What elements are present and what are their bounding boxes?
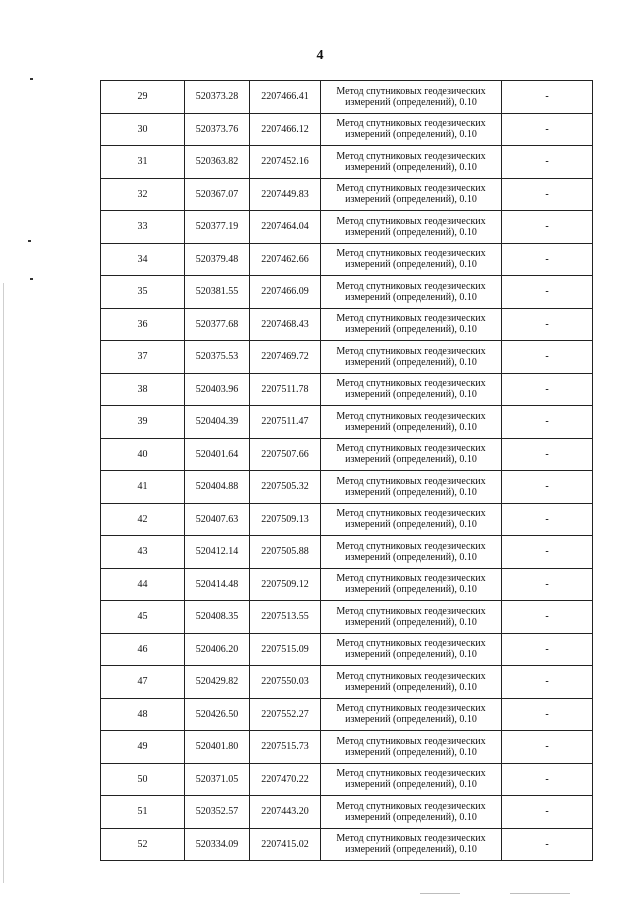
coordinate-x-cell: 520401.64 xyxy=(185,438,250,471)
coordinate-x-cell: 520371.05 xyxy=(185,763,250,796)
coordinate-y-cell: 2207509.12 xyxy=(250,568,321,601)
method-line-2: измерений (определений), 0.10 xyxy=(345,96,477,108)
method-cell xyxy=(321,698,502,731)
point-number-cell: 32 xyxy=(101,178,185,211)
method-cell xyxy=(321,113,502,146)
coordinate-y-cell: 2207449.83 xyxy=(250,178,321,211)
method-line-2: измерений (определений), 0.10 xyxy=(345,389,477,401)
coordinate-y-cell: 2207470.22 xyxy=(250,763,321,796)
method-cell xyxy=(321,276,502,309)
point-number-cell: 49 xyxy=(101,731,185,764)
method-cell xyxy=(321,828,502,861)
method-line-2: измерений (определений), 0.10 xyxy=(345,551,477,563)
method-cell xyxy=(321,373,502,406)
method-line-2: измерений (определений), 0.10 xyxy=(345,616,477,628)
point-number-cell: 52 xyxy=(101,828,185,861)
coordinate-x-cell: 520412.14 xyxy=(185,536,250,569)
method-line-1: Метод спутниковых геодезических xyxy=(336,800,486,812)
coordinate-x-cell: 520408.35 xyxy=(185,601,250,634)
table-row xyxy=(101,633,593,666)
point-number-cell: 42 xyxy=(101,503,185,536)
coordinate-y-cell: 2207552.27 xyxy=(250,698,321,731)
table-row xyxy=(101,503,593,536)
table-row xyxy=(101,243,593,276)
coordinates-table-body xyxy=(101,81,593,861)
table-row xyxy=(101,796,593,829)
method-cell xyxy=(321,601,502,634)
method-line-2: измерений (определений), 0.10 xyxy=(345,291,477,303)
coordinate-x-cell: 520403.96 xyxy=(185,373,250,406)
method-cell xyxy=(321,146,502,179)
method-line-1: Метод спутниковых геодезических xyxy=(336,833,486,845)
coordinate-x-cell: 520363.82 xyxy=(185,146,250,179)
method-line-2: измерений (определений), 0.10 xyxy=(345,844,477,856)
point-number-cell: 30 xyxy=(101,113,185,146)
note-cell: - xyxy=(502,828,593,861)
method-line-2: измерений (определений), 0.10 xyxy=(345,486,477,498)
method-cell xyxy=(321,666,502,699)
table-row xyxy=(101,178,593,211)
table-row xyxy=(101,601,593,634)
method-line-2: измерений (определений), 0.10 xyxy=(345,161,477,173)
table-row xyxy=(101,471,593,504)
method-line-1: Метод спутниковых геодезических xyxy=(336,703,486,715)
method-line-1: Метод спутниковых геодезических xyxy=(336,638,486,650)
table-row xyxy=(101,211,593,244)
scan-footer-line xyxy=(420,893,460,894)
method-cell xyxy=(321,243,502,276)
method-line-1: Метод спутниковых геодезических xyxy=(336,735,486,747)
note-cell: - xyxy=(502,211,593,244)
coordinate-x-cell: 520377.19 xyxy=(185,211,250,244)
note-cell: - xyxy=(502,731,593,764)
point-number-cell: 44 xyxy=(101,568,185,601)
table-row xyxy=(101,763,593,796)
table-row xyxy=(101,146,593,179)
table-row xyxy=(101,308,593,341)
method-cell xyxy=(321,763,502,796)
method-line-1: Метод спутниковых геодезических xyxy=(336,118,486,130)
table-row xyxy=(101,81,593,114)
method-line-2: измерений (определений), 0.10 xyxy=(345,649,477,661)
point-number-cell: 37 xyxy=(101,341,185,374)
point-number-cell: 34 xyxy=(101,243,185,276)
note-cell: - xyxy=(502,601,593,634)
method-line-2: измерений (определений), 0.10 xyxy=(345,519,477,531)
method-line-2: измерений (определений), 0.10 xyxy=(345,746,477,758)
point-number-cell: 29 xyxy=(101,81,185,114)
coordinate-x-cell: 520334.09 xyxy=(185,828,250,861)
coordinate-y-cell: 2207415.02 xyxy=(250,828,321,861)
point-number-cell: 36 xyxy=(101,308,185,341)
method-line-2: измерений (определений), 0.10 xyxy=(345,584,477,596)
scan-margin-line xyxy=(3,283,4,883)
coordinate-x-cell: 520426.50 xyxy=(185,698,250,731)
note-cell: - xyxy=(502,536,593,569)
coordinate-x-cell: 520404.39 xyxy=(185,406,250,439)
coordinate-x-cell: 520379.48 xyxy=(185,243,250,276)
coordinate-y-cell: 2207466.12 xyxy=(250,113,321,146)
note-cell: - xyxy=(502,666,593,699)
method-line-2: измерений (определений), 0.10 xyxy=(345,681,477,693)
method-line-1: Метод спутниковых геодезических xyxy=(336,378,486,390)
note-cell: - xyxy=(502,308,593,341)
method-line-2: измерений (определений), 0.10 xyxy=(345,421,477,433)
method-line-2: измерений (определений), 0.10 xyxy=(345,811,477,823)
coordinate-x-cell: 520407.63 xyxy=(185,503,250,536)
coordinate-y-cell: 2207464.04 xyxy=(250,211,321,244)
table-row xyxy=(101,276,593,309)
note-cell: - xyxy=(502,698,593,731)
note-cell: - xyxy=(502,81,593,114)
coordinate-y-cell: 2207511.78 xyxy=(250,373,321,406)
point-number-cell: 51 xyxy=(101,796,185,829)
note-cell: - xyxy=(502,471,593,504)
coordinate-x-cell: 520406.20 xyxy=(185,633,250,666)
method-line-2: измерений (определений), 0.10 xyxy=(345,226,477,238)
note-cell: - xyxy=(502,341,593,374)
method-cell xyxy=(321,633,502,666)
scan-margin-mark xyxy=(30,278,33,280)
coordinate-y-cell: 2207466.41 xyxy=(250,81,321,114)
method-line-2: измерений (определений), 0.10 xyxy=(345,259,477,271)
coordinate-y-cell: 2207507.66 xyxy=(250,438,321,471)
method-line-1: Метод спутниковых геодезических xyxy=(336,345,486,357)
coordinate-x-cell: 520381.55 xyxy=(185,276,250,309)
coordinate-y-cell: 2207513.55 xyxy=(250,601,321,634)
coordinates-table xyxy=(100,80,593,861)
note-cell: - xyxy=(502,146,593,179)
method-cell xyxy=(321,406,502,439)
point-number-cell: 40 xyxy=(101,438,185,471)
point-number-cell: 45 xyxy=(101,601,185,634)
note-cell: - xyxy=(502,373,593,406)
page-number: 4 xyxy=(316,48,324,63)
coordinate-y-cell: 2207515.73 xyxy=(250,731,321,764)
scan-margin-mark xyxy=(30,78,33,80)
coordinate-x-cell: 520401.80 xyxy=(185,731,250,764)
method-cell xyxy=(321,731,502,764)
method-line-2: измерений (определений), 0.10 xyxy=(345,714,477,726)
point-number-cell: 46 xyxy=(101,633,185,666)
note-cell: - xyxy=(502,633,593,666)
coordinate-x-cell: 520414.48 xyxy=(185,568,250,601)
coordinate-y-cell: 2207443.20 xyxy=(250,796,321,829)
method-line-1: Метод спутниковых геодезических xyxy=(336,443,486,455)
point-number-cell: 31 xyxy=(101,146,185,179)
method-cell xyxy=(321,178,502,211)
coordinate-y-cell: 2207469.72 xyxy=(250,341,321,374)
method-line-1: Метод спутниковых геодезических xyxy=(336,768,486,780)
note-cell: - xyxy=(502,763,593,796)
table-row xyxy=(101,828,593,861)
table-row xyxy=(101,666,593,699)
table-row xyxy=(101,438,593,471)
point-number-cell: 41 xyxy=(101,471,185,504)
coordinate-y-cell: 2207462.66 xyxy=(250,243,321,276)
method-line-1: Метод спутниковых геодезических xyxy=(336,508,486,520)
method-line-1: Метод спутниковых геодезических xyxy=(336,670,486,682)
method-line-2: измерений (определений), 0.10 xyxy=(345,779,477,791)
point-number-cell: 47 xyxy=(101,666,185,699)
method-cell xyxy=(321,341,502,374)
method-line-1: Метод спутниковых геодезических xyxy=(336,150,486,162)
note-cell: - xyxy=(502,276,593,309)
point-number-cell: 39 xyxy=(101,406,185,439)
method-line-2: измерений (определений), 0.10 xyxy=(345,454,477,466)
method-cell xyxy=(321,308,502,341)
coordinate-y-cell: 2207466.09 xyxy=(250,276,321,309)
method-cell xyxy=(321,81,502,114)
point-number-cell: 33 xyxy=(101,211,185,244)
scan-margin-mark xyxy=(28,240,31,242)
coordinate-y-cell: 2207505.32 xyxy=(250,471,321,504)
method-line-1: Метод спутниковых геодезических xyxy=(336,605,486,617)
note-cell: - xyxy=(502,796,593,829)
coordinate-y-cell: 2207509.13 xyxy=(250,503,321,536)
note-cell: - xyxy=(502,243,593,276)
coordinate-y-cell: 2207550.03 xyxy=(250,666,321,699)
table-row xyxy=(101,406,593,439)
point-number-cell: 43 xyxy=(101,536,185,569)
coordinate-y-cell: 2207515.09 xyxy=(250,633,321,666)
coordinate-y-cell: 2207452.16 xyxy=(250,146,321,179)
point-number-cell: 48 xyxy=(101,698,185,731)
method-cell xyxy=(321,471,502,504)
coordinate-x-cell: 520377.68 xyxy=(185,308,250,341)
method-line-1: Метод спутниковых геодезических xyxy=(336,475,486,487)
point-number-cell: 50 xyxy=(101,763,185,796)
note-cell: - xyxy=(502,568,593,601)
method-cell xyxy=(321,503,502,536)
method-line-2: измерений (определений), 0.10 xyxy=(345,194,477,206)
coordinate-x-cell: 520367.07 xyxy=(185,178,250,211)
table-row xyxy=(101,568,593,601)
method-line-2: измерений (определений), 0.10 xyxy=(345,129,477,141)
table-row xyxy=(101,731,593,764)
coordinate-x-cell: 520375.53 xyxy=(185,341,250,374)
coordinate-x-cell: 520352.57 xyxy=(185,796,250,829)
table-row xyxy=(101,373,593,406)
note-cell: - xyxy=(502,178,593,211)
method-cell xyxy=(321,438,502,471)
coordinate-x-cell: 520429.82 xyxy=(185,666,250,699)
method-line-1: Метод спутниковых геодезических xyxy=(336,215,486,227)
method-line-1: Метод спутниковых геодезических xyxy=(336,183,486,195)
point-number-cell: 35 xyxy=(101,276,185,309)
table-row xyxy=(101,341,593,374)
method-line-1: Метод спутниковых геодезических xyxy=(336,410,486,422)
method-line-1: Метод спутниковых геодезических xyxy=(336,540,486,552)
note-cell: - xyxy=(502,438,593,471)
method-line-1: Метод спутниковых геодезических xyxy=(336,85,486,97)
note-cell: - xyxy=(502,406,593,439)
coordinate-y-cell: 2207468.43 xyxy=(250,308,321,341)
method-cell xyxy=(321,796,502,829)
method-cell xyxy=(321,536,502,569)
coordinate-x-cell: 520373.76 xyxy=(185,113,250,146)
scan-footer-line xyxy=(510,893,570,894)
method-cell xyxy=(321,211,502,244)
coordinate-y-cell: 2207505.88 xyxy=(250,536,321,569)
method-cell xyxy=(321,568,502,601)
note-cell: - xyxy=(502,113,593,146)
method-line-2: измерений (определений), 0.10 xyxy=(345,324,477,336)
method-line-1: Метод спутниковых геодезических xyxy=(336,280,486,292)
table-row xyxy=(101,113,593,146)
method-line-1: Метод спутниковых геодезических xyxy=(336,313,486,325)
table-row xyxy=(101,698,593,731)
coordinate-y-cell: 2207511.47 xyxy=(250,406,321,439)
method-line-2: измерений (определений), 0.10 xyxy=(345,356,477,368)
table-row xyxy=(101,536,593,569)
note-cell: - xyxy=(502,503,593,536)
coordinate-x-cell: 520404.88 xyxy=(185,471,250,504)
point-number-cell: 38 xyxy=(101,373,185,406)
coordinate-x-cell: 520373.28 xyxy=(185,81,250,114)
method-line-1: Метод спутниковых геодезических xyxy=(336,248,486,260)
method-line-1: Метод спутниковых геодезических xyxy=(336,573,486,585)
